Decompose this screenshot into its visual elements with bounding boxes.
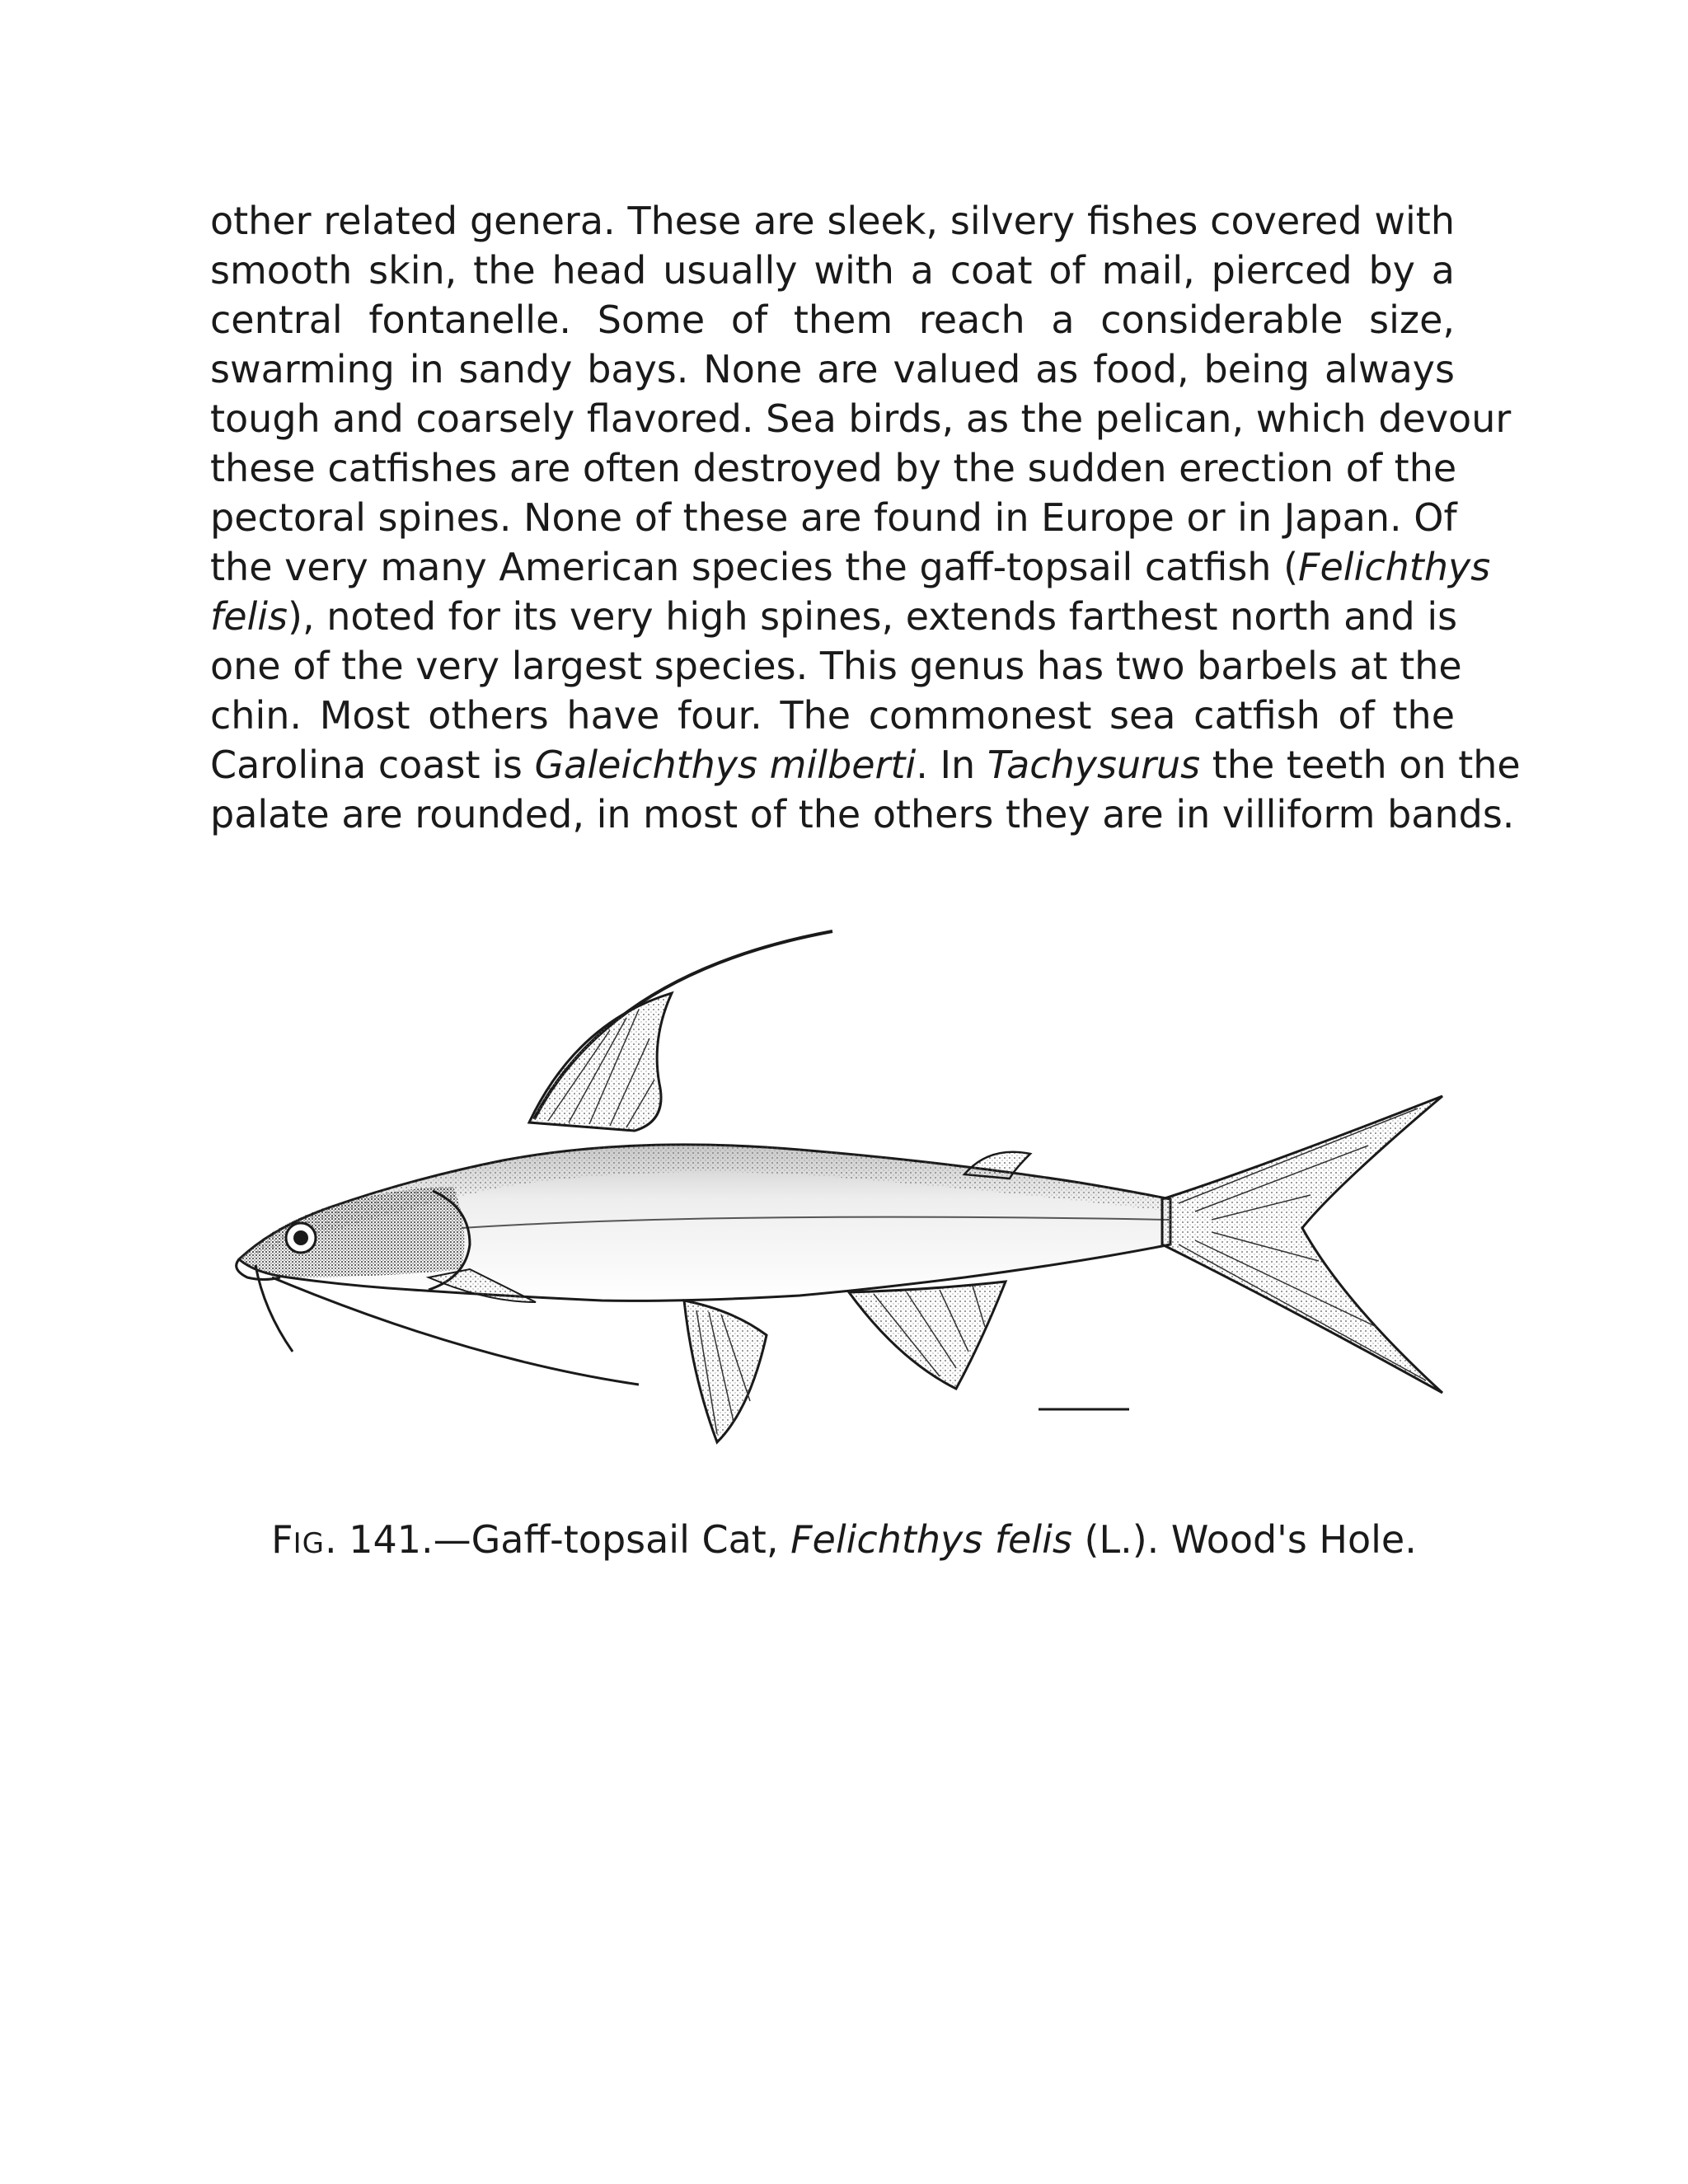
anal-fin [849,1282,1006,1389]
italic-term: Felichthys [1298,545,1491,589]
body-line [210,493,1455,542]
text-run: one of the very largest species. This genus has two barbels at the [210,644,1462,688]
body-line [210,740,1521,790]
text-run: chin. Most others have four. The commonest sea catfish of the [210,693,1455,738]
caption-rest: (L.). Wood's Hole. [1071,1517,1417,1562]
pelvic-fin [684,1301,767,1442]
text-run: the very many American species the gaff-topsail catfish ( [210,545,1299,589]
body-line [210,542,1491,592]
text-run: ), noted for its very high spines, extends farthest north and is [288,594,1458,639]
text-run: pectoral spines. None of these are found in Europe or in Japan. Of [210,495,1457,540]
text-run: swarming in sandy bays. None are valued as food, being always [210,347,1455,391]
text-run: central fontanelle. Some of them reach a considerable size, [210,298,1455,342]
text-run: the teeth on the [1200,743,1521,787]
text-run: smooth skin, the head usually with a coat of mail, pierced by a [210,248,1455,293]
caption-fig-rest: IG [293,1527,325,1560]
body-text [210,196,1521,839]
italic-term: Galeichthys milberti [534,743,917,787]
italic-term: Tachysurus [987,743,1201,787]
body-line [210,641,1462,691]
body-line [210,790,1515,839]
text-run: other related genera. These are sleek, silvery fishes covered with [210,199,1455,243]
text-run: . In [916,743,987,787]
text-run: tough and coarsely flavored. Sea birds, as the pelican, which devour [210,396,1512,441]
caption-fig-number: . 141.—Gaff-topsail Cat, [324,1517,791,1562]
text-run: these catfishes are often destroyed by the sudden erection of the [210,446,1457,490]
text-run: Carolina coast is [210,743,535,787]
caption-species: Felichthys felis [790,1517,1072,1562]
body-line [210,691,1455,740]
catfish-illustration [223,915,1459,1492]
body-line [210,344,1455,394]
figure-caption [0,1515,1688,1568]
body-line [210,246,1455,295]
body-line [210,295,1455,344]
caption-fig-initial: F [271,1517,293,1562]
body-line [210,592,1458,641]
italic-term: felis [210,594,288,639]
dorsal-fin [529,993,672,1131]
body-line [210,196,1455,246]
body-line [210,443,1455,493]
body-line [210,394,1512,443]
text-run: palate are rounded, in most of the others they are in villiform bands. [210,792,1515,837]
